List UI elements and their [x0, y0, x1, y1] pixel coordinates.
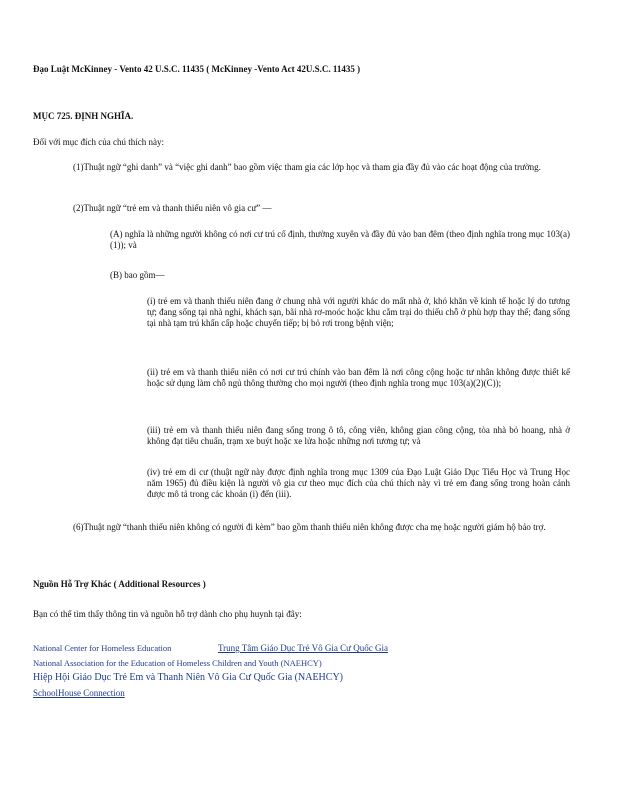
section-heading: MỤC 725. ĐỊNH NGHĨA. — [33, 111, 134, 121]
definition-6: (6)Thuật ngữ “thanh thiếu niên không có người đi kèm” bao gồm thanh thiếu niên không được cha mẹ hoặc người giám hộ bảo trợ. — [73, 522, 546, 532]
link-nche-vietnamese[interactable]: Trung Tâm Giáo Dục Trẻ Vô Gia Cư Quốc Gia — [218, 643, 388, 653]
resources-heading: Nguồn Hỗ Trợ Khác ( Additional Resources ) — [33, 579, 206, 589]
resources-intro: Bạn có thể tìm thấy thông tin và nguồn hỗ trợ dành cho phụ huynh tại đây: — [33, 609, 302, 619]
definition-2b-iii: (iii) trẻ em và thanh thiếu niên đang sống trong ô tô, công viên, không gian công cộng, tòa nhà bỏ hoang, nhà ở không đạt tiêu chuẩn, trạm xe buýt hoặc xe lửa hoặc những nơi tương tự; và — [147, 425, 570, 446]
definition-2b-ii: (ii) trẻ em và thanh thiếu niên có nơi cư trú chính vào ban đêm là nơi công cộng hoặc tư nhân không được thiết kế hoặc sử dụng làm chỗ ngủ thông thường cho mọi người (theo định nghĩa trong mục 103(a)(2)(C)); — [147, 367, 570, 388]
definition-2a: (A) nghĩa là những người không có nơi cư trú cố định, thường xuyên và đầy đủ vào ban đêm (theo định nghĩa trong mục 103(a)(1)); và — [110, 229, 570, 250]
document-title: Đạo Luật McKinney - Vento 42 U.S.C. 11435 ( McKinney -Vento Act 42U.S.C. 11435 ) — [33, 64, 361, 74]
intro-text: Đối với mục đích của chú thích này: — [33, 137, 164, 147]
link-naehcy-english[interactable]: National Association for the Education of Homeless Children and Youth (NAEHCY) — [33, 658, 322, 668]
definition-2b: (B) bao gồm— — [110, 270, 165, 280]
link-naehcy-vietnamese[interactable]: Hiệp Hội Giáo Dục Trẻ Em và Thanh Niên Vô Gia Cư Quốc Gia (NAEHCY) — [33, 672, 344, 683]
definition-2: (2)Thuật ngữ “trẻ em và thanh thiếu niên vô gia cư” — — [73, 203, 272, 213]
link-nche-english[interactable]: National Center for Homeless Education — [33, 643, 172, 653]
link-schoolhouse-connection[interactable]: SchoolHouse Connection — [33, 688, 125, 698]
definition-2b-i: (i) trẻ em và thanh thiếu niên đang ở chung nhà với người khác do mất nhà ở, khó khăn về kinh tế hoặc lý do tương tự; đang sống tại nhà nghỉ, khách sạn, bãi nhà rơ-moóc hoặc khu cắm trại do thiếu chỗ ở phù hợp thay thế; đang sống tại nhà tạm trú khẩn cấp hoặc chuyển tiếp; bị bỏ rơi trong bệnh viện; — [147, 296, 570, 328]
definition-1: (1)Thuật ngữ “ghi danh” và “việc ghi danh” bao gồm việc tham gia các lớp học và tham gia đầy đủ vào các hoạt động của trường. — [73, 162, 541, 172]
definition-2b-iv: (iv) trẻ em di cư (thuật ngữ này được định nghĩa trong mục 1309 của Đạo Luật Giáo Dục Tiểu Học và Trung Học năm 1965) đủ điều kiện là người vô gia cư theo mục đích của chú thích này vì trẻ em đang sống trong hoàn cảnh được mô tả trong các khoản (i) đến (iii). — [147, 467, 570, 499]
